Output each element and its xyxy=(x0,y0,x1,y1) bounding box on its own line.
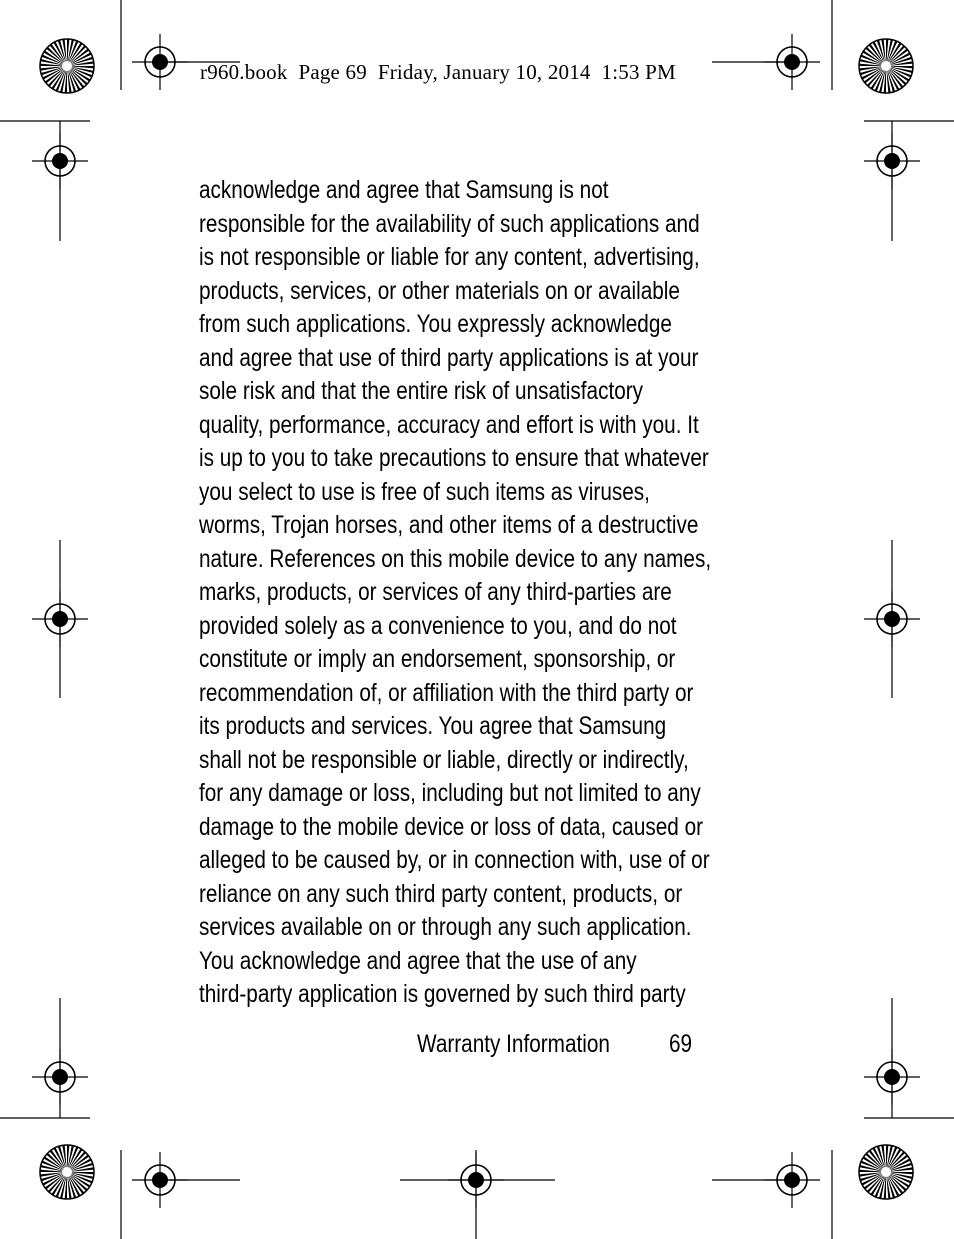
body-line: constitute or imply an endorsement, sponsorship, or xyxy=(199,645,676,673)
footer-page-number: 69 xyxy=(669,1030,693,1058)
body-line: worms, Trojan horses, and other items of a destructive xyxy=(199,511,699,539)
body-text xyxy=(199,174,712,1012)
body-line: shall not be responsible or liable, directly or indirectly, xyxy=(199,745,689,774)
body-line: and agree that use of third party applications is at your xyxy=(199,343,699,372)
body-line: you select to use is free of such items as viruses, xyxy=(199,477,650,506)
color-target-mark xyxy=(40,1145,94,1199)
body-line: services available on or through any such application. xyxy=(199,913,692,941)
body-line: You acknowledge and agree that the use of any xyxy=(199,946,637,975)
body-line: quality, performance, accuracy and effort is with you. It xyxy=(199,410,699,439)
registration-mark xyxy=(764,1152,820,1208)
body-line: sole risk and that the entire risk of unsatisfactory xyxy=(199,377,644,405)
body-line: products, services, or other materials on or available xyxy=(199,276,680,305)
body-line: its products and services. You agree that Samsung xyxy=(199,712,667,740)
registration-mark xyxy=(764,34,820,90)
body-line: provided solely as a convenience to you, and do not xyxy=(199,611,677,640)
color-target-mark xyxy=(859,39,913,93)
color-target-mark xyxy=(40,39,94,93)
body-line: marks, products, or services of any third-parties are xyxy=(199,578,672,606)
color-target-mark xyxy=(859,1145,913,1199)
footer-section-title: Warranty Information xyxy=(417,1030,610,1058)
body-line: is not responsible or liable for any content, advertising, xyxy=(199,243,700,271)
body-line: is up to you to take precautions to ensure that whatever xyxy=(199,444,709,472)
body-line: acknowledge and agree that Samsung is not xyxy=(199,176,609,204)
body-line: from such applications. You expressly acknowledge xyxy=(199,310,672,338)
registration-mark xyxy=(132,34,188,90)
body-line: recommendation of, or affiliation with the third party or xyxy=(199,678,694,707)
print-slug-header: r960.book Page 69 Friday, January 10, 2014 1:53 PM xyxy=(200,60,676,84)
body-line: reliance on any such third party content, products, or xyxy=(199,879,683,908)
body-line: responsible for the availability of such applications and xyxy=(199,209,700,238)
body-line: alleged to be caused by, or in connection with, use of or xyxy=(199,846,710,874)
body-line: third-party application is governed by such third party xyxy=(199,980,686,1008)
registration-mark xyxy=(132,1152,188,1208)
body-line: for any damage or loss, including but not limited to any xyxy=(199,779,701,807)
body-line: nature. References on this mobile device to any names, xyxy=(199,544,712,573)
body-line: damage to the mobile device or loss of data, caused or xyxy=(199,812,704,841)
